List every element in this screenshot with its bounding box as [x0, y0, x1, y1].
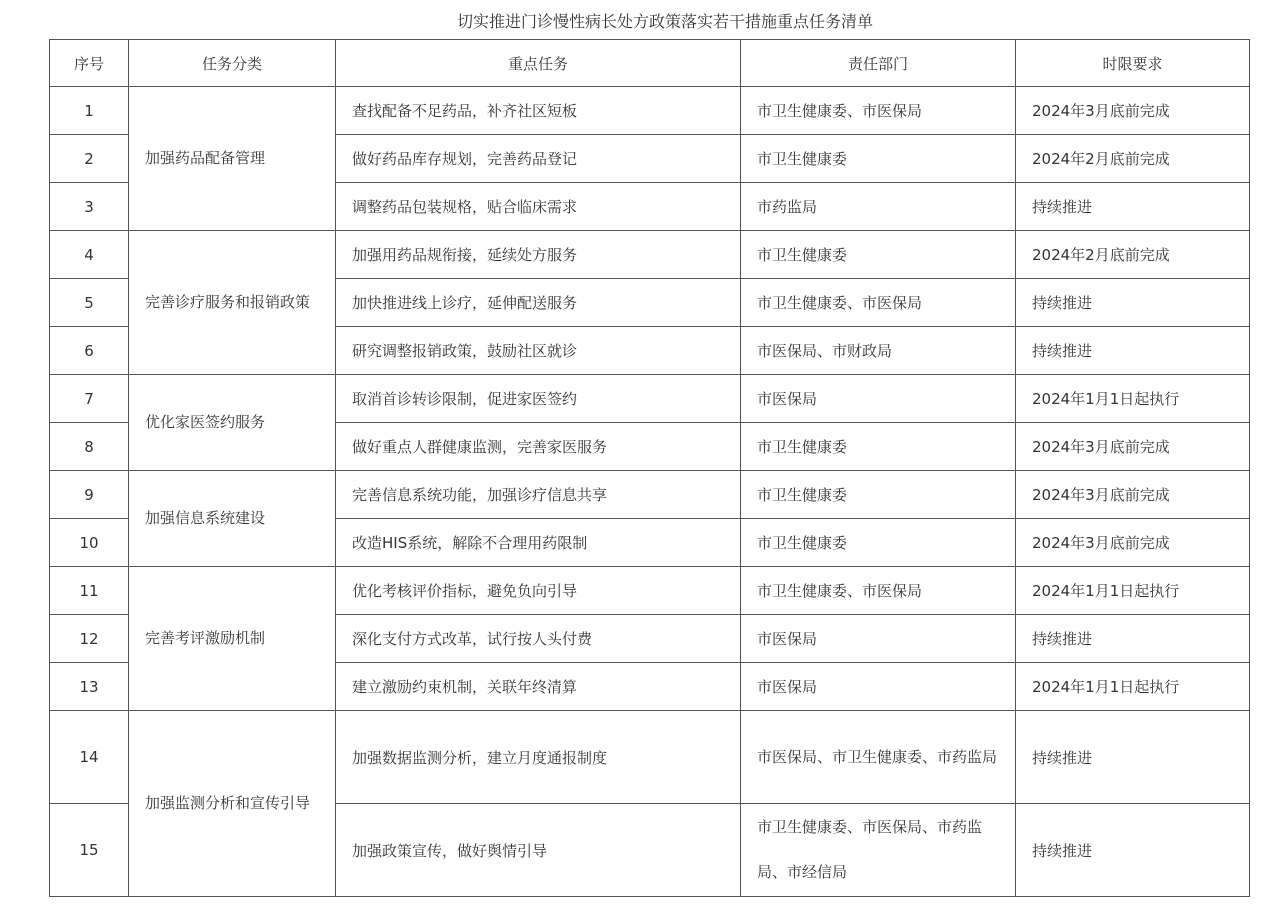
category-cell: 加强监测分析和宣传引导	[129, 711, 336, 897]
category-cell: 加强信息系统建设	[129, 471, 336, 567]
header-no: 序号	[50, 40, 129, 87]
deadline-cell: 2024年3月底前完成	[1016, 519, 1250, 567]
task-cell: 做好重点人群健康监测，完善家医服务	[336, 423, 741, 471]
table-row	[50, 711, 1250, 804]
task-cell: 加强用药品规衔接，延续处方服务	[336, 231, 741, 279]
row-number: 13	[50, 663, 129, 711]
dept-cell: 市卫生健康委	[741, 519, 1016, 567]
row-number: 6	[50, 327, 129, 375]
deadline-cell: 2024年2月底前完成	[1016, 135, 1250, 183]
table-row	[50, 231, 1250, 279]
dept-cell: 市卫生健康委	[741, 135, 1016, 183]
task-cell: 完善信息系统功能，加强诊疗信息共享	[336, 471, 741, 519]
deadline-cell: 2024年2月底前完成	[1016, 231, 1250, 279]
deadline-cell: 2024年3月底前完成	[1016, 471, 1250, 519]
row-number: 5	[50, 279, 129, 327]
header-deadline: 时限要求	[1016, 40, 1250, 87]
task-cell: 建立激励约束机制，关联年终清算	[336, 663, 741, 711]
task-cell: 研究调整报销政策，鼓励社区就诊	[336, 327, 741, 375]
row-number: 4	[50, 231, 129, 279]
task-cell: 加强数据监测分析，建立月度通报制度	[336, 711, 741, 804]
header-category: 任务分类	[129, 40, 336, 87]
row-number: 10	[50, 519, 129, 567]
table-row	[50, 375, 1250, 423]
task-cell: 调整药品包装规格，贴合临床需求	[336, 183, 741, 231]
deadline-cell: 持续推进	[1016, 183, 1250, 231]
task-cell: 深化支付方式改革，试行按人头付费	[336, 615, 741, 663]
row-number: 8	[50, 423, 129, 471]
dept-cell: 市医保局、市卫生健康委、市药监局	[741, 711, 1016, 804]
task-cell: 优化考核评价指标，避免负向引导	[336, 567, 741, 615]
category-cell: 完善诊疗服务和报销政策	[129, 231, 336, 375]
task-cell: 做好药品库存规划，完善药品登记	[336, 135, 741, 183]
table-row	[50, 87, 1250, 135]
deadline-cell: 持续推进	[1016, 327, 1250, 375]
dept-cell: 市卫生健康委	[741, 423, 1016, 471]
deadline-cell: 持续推进	[1016, 711, 1250, 804]
dept-cell: 市医保局、市财政局	[741, 327, 1016, 375]
deadline-cell: 持续推进	[1016, 615, 1250, 663]
dept-cell: 市卫生健康委	[741, 231, 1016, 279]
row-number: 11	[50, 567, 129, 615]
row-number: 15	[50, 804, 129, 897]
table-row	[50, 567, 1250, 615]
category-cell: 加强药品配备管理	[129, 87, 336, 231]
row-number: 2	[50, 135, 129, 183]
table-row	[50, 471, 1250, 519]
task-cell: 改造HIS系统，解除不合理用药限制	[336, 519, 741, 567]
row-number: 9	[50, 471, 129, 519]
dept-cell: 市卫生健康委	[741, 471, 1016, 519]
category-cell: 优化家医签约服务	[129, 375, 336, 471]
row-number: 12	[50, 615, 129, 663]
dept-cell: 市卫生健康委、市医保局	[741, 567, 1016, 615]
deadline-cell: 2024年1月1日起执行	[1016, 375, 1250, 423]
dept-cell: 市药监局	[741, 183, 1016, 231]
dept-cell: 市卫生健康委、市医保局	[741, 87, 1016, 135]
header-row	[50, 40, 1250, 87]
header-task: 重点任务	[336, 40, 741, 87]
deadline-cell: 持续推进	[1016, 804, 1250, 897]
deadline-cell: 2024年1月1日起执行	[1016, 663, 1250, 711]
category-cell: 完善考评激励机制	[129, 567, 336, 711]
task-cell: 取消首诊转诊限制，促进家医签约	[336, 375, 741, 423]
dept-cell: 市医保局	[741, 663, 1016, 711]
dept-cell: 市医保局	[741, 615, 1016, 663]
row-number: 14	[50, 711, 129, 804]
dept-cell: 市医保局	[741, 375, 1016, 423]
row-number: 7	[50, 375, 129, 423]
deadline-cell: 2024年3月底前完成	[1016, 87, 1250, 135]
row-number: 3	[50, 183, 129, 231]
row-number: 1	[50, 87, 129, 135]
deadline-cell: 2024年3月底前完成	[1016, 423, 1250, 471]
deadline-cell: 2024年1月1日起执行	[1016, 567, 1250, 615]
header-dept: 责任部门	[741, 40, 1016, 87]
task-table	[49, 39, 1250, 897]
task-cell: 查找配备不足药品，补齐社区短板	[336, 87, 741, 135]
task-cell: 加快推进线上诊疗，延伸配送服务	[336, 279, 741, 327]
deadline-cell: 持续推进	[1016, 279, 1250, 327]
dept-cell: 市卫生健康委、市医保局、市药监局、市经信局	[741, 804, 1016, 897]
dept-cell: 市卫生健康委、市医保局	[741, 279, 1016, 327]
task-cell: 加强政策宣传，做好舆情引导	[336, 804, 741, 897]
table-title: 切实推进门诊慢性病长处方政策落实若干措施重点任务清单	[456, 12, 873, 31]
